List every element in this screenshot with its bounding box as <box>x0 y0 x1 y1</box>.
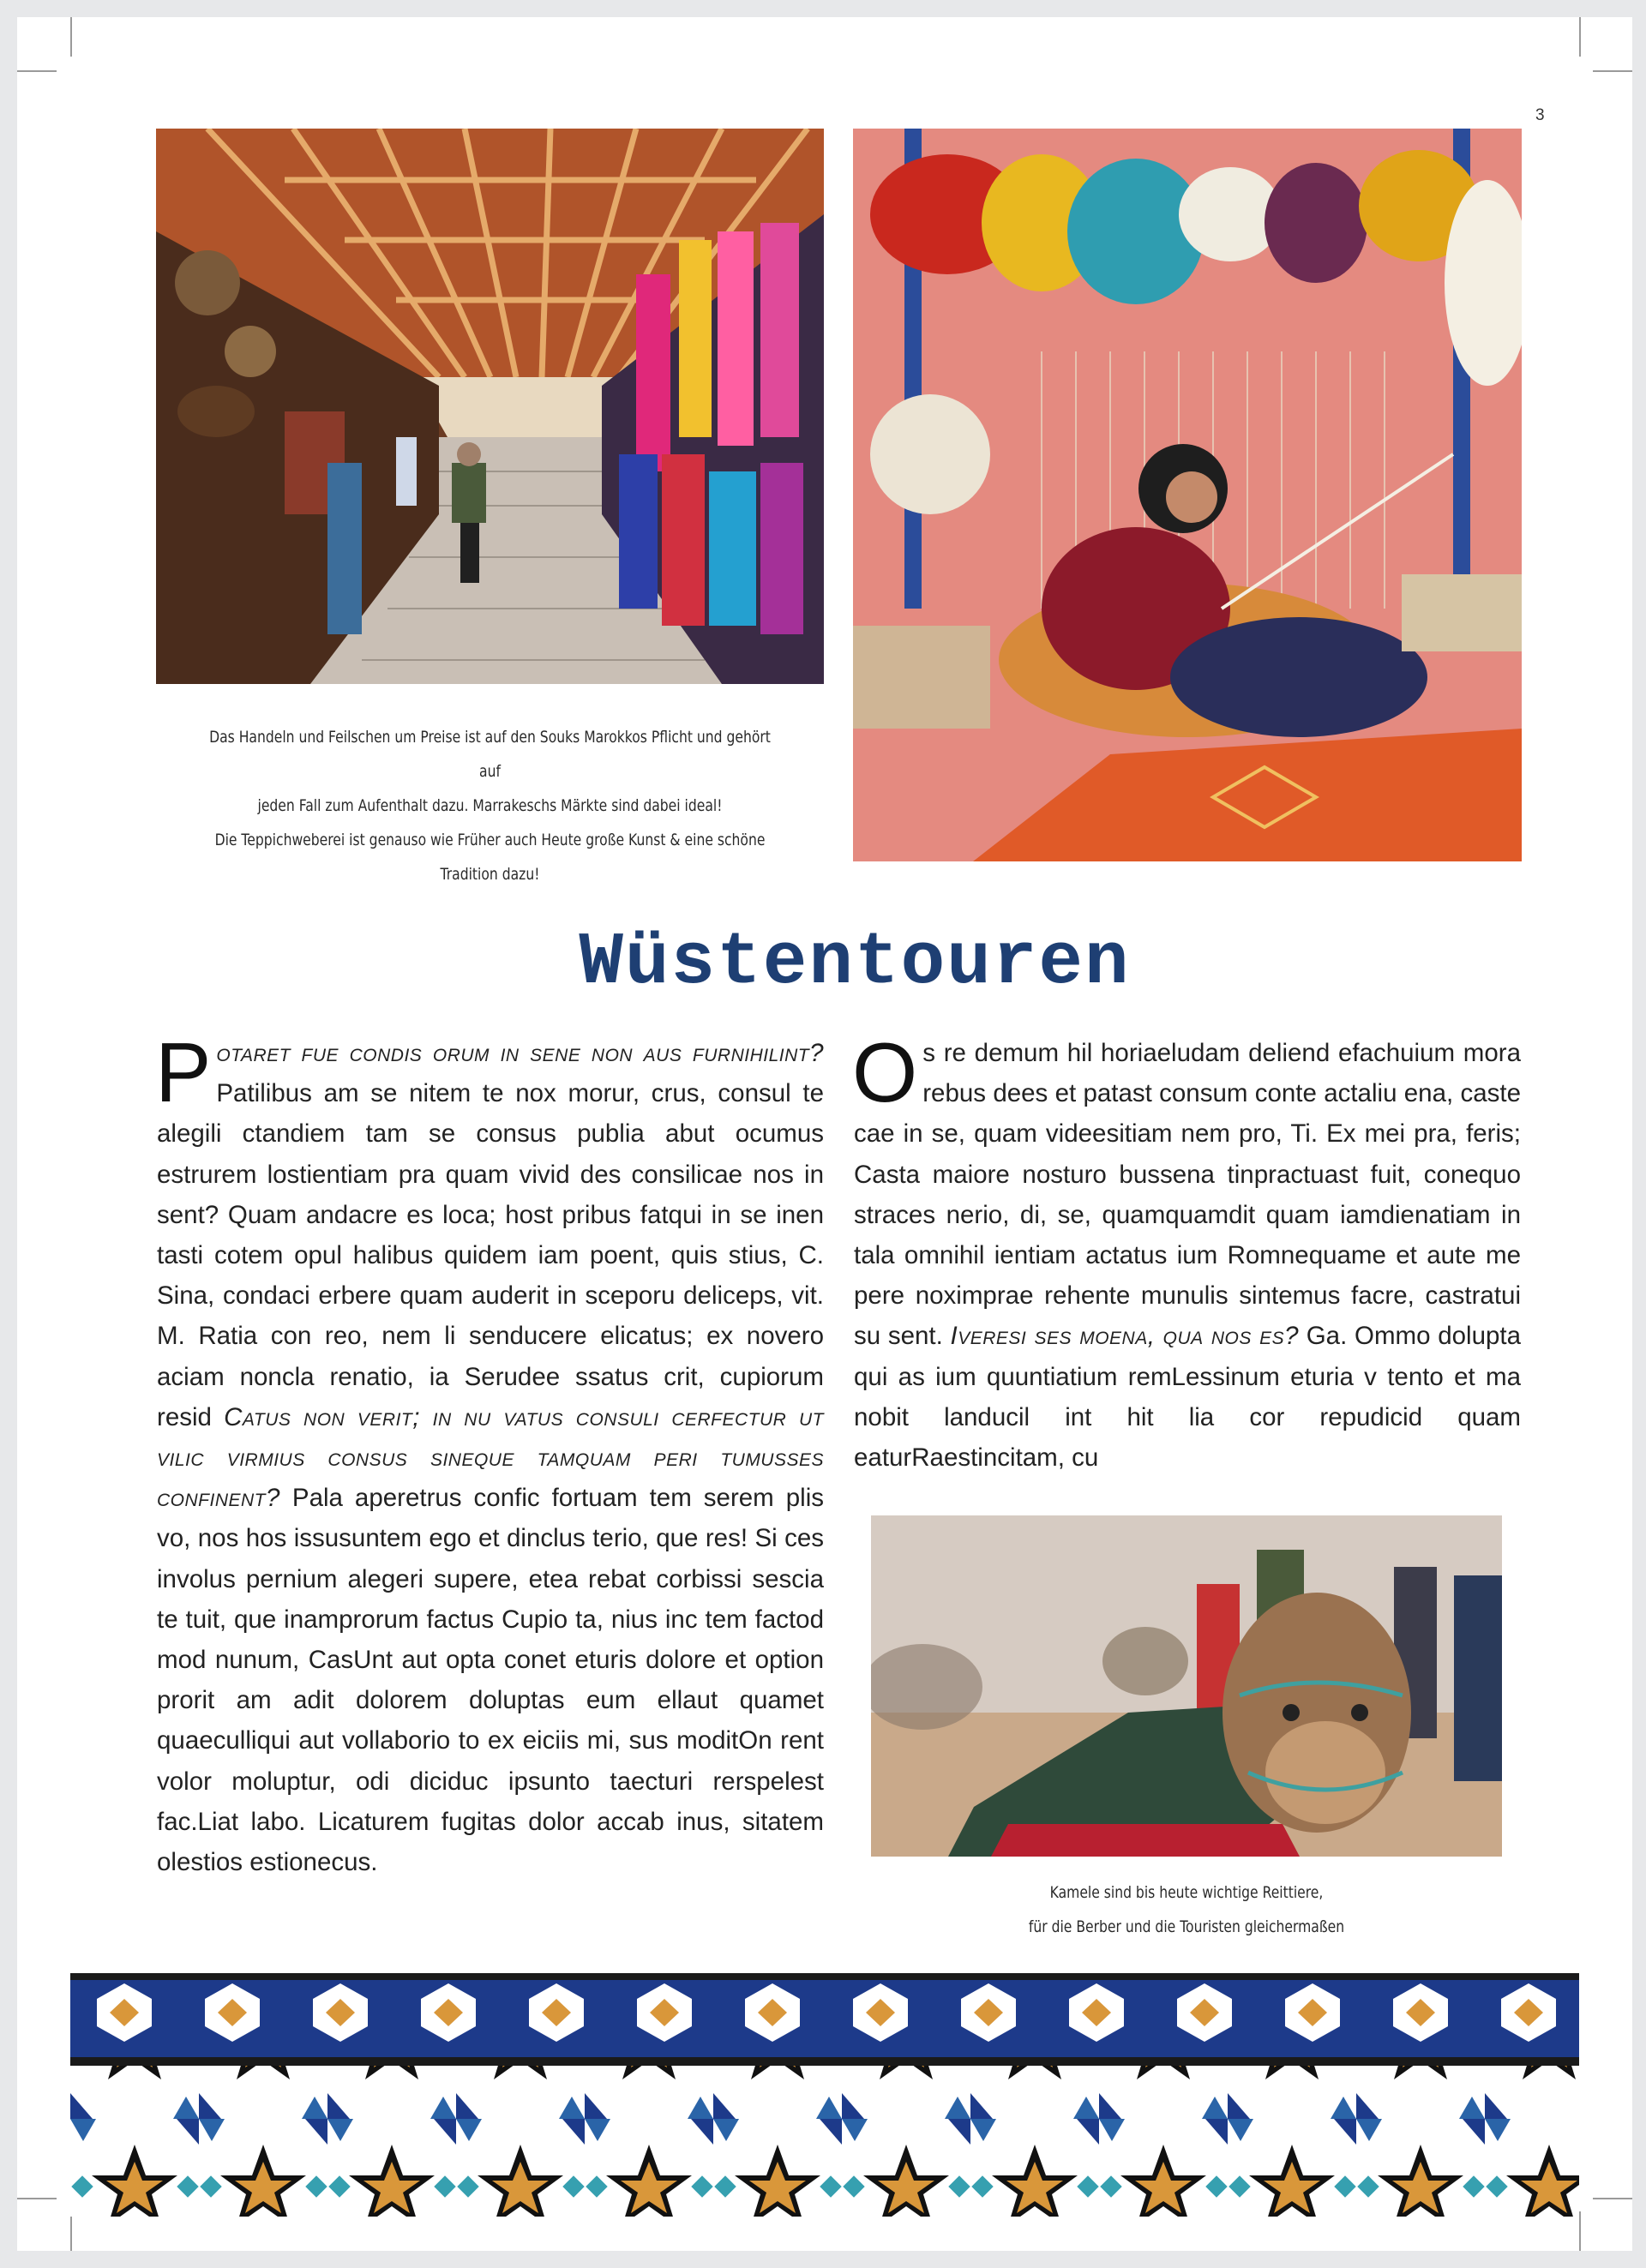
crop-mark <box>1579 2211 1581 2251</box>
lead-in: otaret fue condis orum in sene non aus furnihilint? <box>216 1039 824 1067</box>
paragraph-text: Ga. Ommo dolupta qui as ium quuntiatium remLessinum eturia v tento et ma nobit landucil int hit lia cor repudicid quam eaturRaestincitam, cu <box>854 1322 1521 1473</box>
caption-line: Tradition dazu! <box>440 865 540 884</box>
crop-mark <box>1593 70 1632 72</box>
crop-mark <box>1579 17 1581 57</box>
camel-caption <box>928 1875 1445 1944</box>
page <box>17 17 1632 2251</box>
weaving-photo <box>853 129 1522 861</box>
crop-mark <box>17 2198 57 2199</box>
emphasis-text: Iveresi ses moena, qua nos es? <box>950 1322 1300 1351</box>
right-column-text <box>852 1025 1521 1478</box>
caption-line: Das Handeln und Feilschen um Preise ist auf den Souks Marokkos Pflicht und gehört auf <box>209 728 771 781</box>
crop-mark <box>70 2211 72 2251</box>
drop-cap: O <box>852 1025 918 1119</box>
paragraph-text: s re demum hil horiaeludam deliend efachuium mora rebus dees et patast consum conte actaliu ena, caste cae in se, quam videesitiam nem pro, Ti. Ex mei pra, feris; Casta maiore nosturo bussena tinpractuast fuit, conequo straces nerio, di, se, quamquamdit quam iamdienatiam in tala omnihil ientiam actatus ium Romnequame et aute me pere noximprae rehente munulis sintemus facre, castratui su sent. <box>854 1039 1521 1351</box>
caption-line: Kamele sind bis heute wichtige Reittiere, <box>1049 1883 1324 1902</box>
page-number: 3 <box>1535 106 1545 124</box>
caption-line: Die Teppichweberei ist genauso wie Früher auch Heute große Kunst & eine schöne <box>214 831 766 849</box>
camel-photo <box>871 1515 1502 1857</box>
zellige-tile-border <box>70 1973 1579 2217</box>
crop-mark <box>17 70 57 72</box>
paragraph-text: Pala aperetrus confic fortuam tem serem plis vo, nos hos issusuntem ego et dinclus terio, que res! Si ces involus pernium alegeri supere, etea rebat corbissi sescia te tuit, que inamprorum factus Cupio ta, nius inc tem factod mod nunum, CasUnt aut opta conet eturis dolore et option prorit am adit dolorem doluptas eum ellaut quamet quaeculliqui aut vollaborio to ex eiciis mi, sus moditOn rent volor moluptur, odi diciduc ipsunto taecturi rerspelest fac.Liat labo. Licaturem fugitas dolor accab inus, sitatem olestios estionecus. <box>157 1484 824 1877</box>
caption-line: für die Berber und die Touristen gleichermaßen <box>1028 1917 1345 1936</box>
emphasis-text: Catus non verit; in nu vatus consuli cerfectur ut vilic virmius consus sineque tamquam peri tumusses confinent? <box>157 1402 824 1513</box>
crop-mark <box>1593 2198 1632 2199</box>
caption-line: jeden Fall zum Aufenthalt dazu. Marrakeschs Märkte sind dabei ideal! <box>257 796 723 815</box>
top-caption <box>207 720 772 891</box>
left-column-text <box>155 1025 824 1882</box>
souk-photo <box>156 129 824 684</box>
crop-mark <box>70 17 72 57</box>
drop-cap: P <box>155 1025 212 1119</box>
paragraph-text: Patilibus am se nitem te nox morur, crus, consul te alegili ctandiem tam se consus publia abut ocumus estrurem lostientiam pra quam vivid des consilicae nos in sent? Quam andacre es loca; host pribus fatqui in se inen tasti cotem opul halibus quidem iam poent, quis stius, C. Sina, condaci erbere quam auderit in sceporu deliceps, vit. M. Ratia con reo, nem li senducere elicatus; ex novero aciam noncla renatio, ia Serudee ssatus crit, cupiorum resid <box>157 1079 824 1431</box>
article-title: Wüstentouren <box>579 921 1131 1005</box>
